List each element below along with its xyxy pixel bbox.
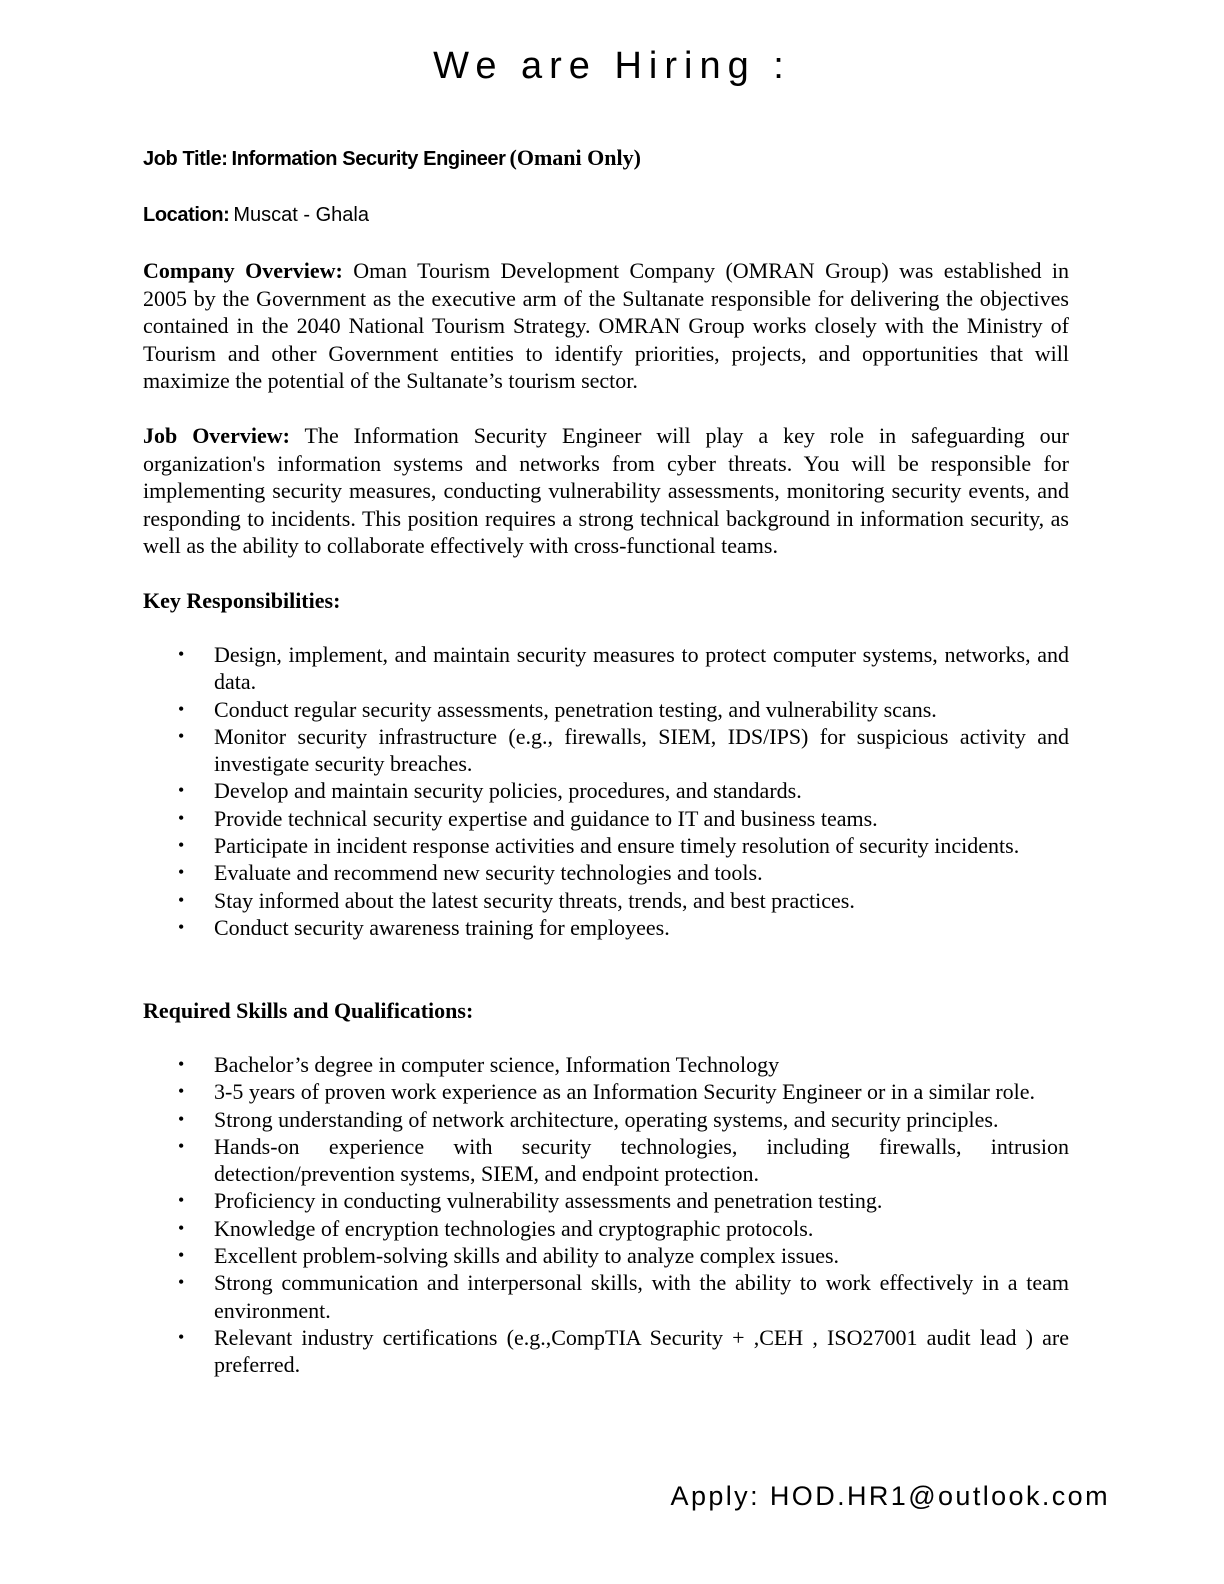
list-item [143,1078,1069,1105]
list-item-text: Hands-on experience with security technologies, including firewalls, intrusion detection/prevention systems, SIEM, and endpoint protection. [214,1133,1069,1187]
list-item-text: Strong communication and interpersonal skills, with the ability to work effectively in a team environment. [214,1270,1069,1323]
job-title-value: Information Security Engineer [231,148,506,170]
bullet-icon: • [178,1272,185,1293]
list-item-text: Participate in incident response activities and ensure timely resolution of security incidents. [214,833,1020,859]
job-overview-text: The Information Security Engineer will play a key role in safeguarding our organization's information systems and networks from cyber threats. You will be responsible for implementing security measures, conducting vulnerability assessments, monitoring security events, and responding to incidents. This position requires a strong technical background in information security, as well as the ability to collaborate effectively with cross-functional teams. [143,423,1070,558]
bullet-icon: • [178,698,185,719]
bullet-icon: • [178,862,185,883]
job-overview-label: Job Overview: [143,423,290,448]
list-item [143,1324,1069,1379]
list-item [143,859,1069,886]
bullet-icon: • [178,807,185,828]
page-title: We are Hiring : [433,45,791,87]
job-title-line [143,144,641,175]
list-item [143,832,1069,859]
bullet-icon: • [178,1217,185,1238]
list-item [143,805,1069,832]
list-item [143,887,1069,914]
list-item-text: Knowledge of encryption technologies and cryptographic protocols. [214,1215,814,1241]
list-item [143,1051,1069,1078]
bullet-icon: • [178,725,185,746]
list-item [143,641,1069,696]
list-item [143,1242,1069,1269]
list-item-text: Proficiency in conducting vulnerability assessments and penetration testing. [214,1188,883,1214]
bullet-icon: • [178,1245,185,1266]
list-item [143,1187,1069,1214]
list-item-text: Monitor security infrastructure (e.g., firewalls, SIEM, IDS/IPS) for suspicious activity and investigate security breaches. [214,723,1069,777]
list-item-text: Stay informed about the latest security threats, trends, and best practices. [214,887,855,913]
bullet-icon: • [178,889,185,910]
job-title-suffix: (Omani Only) [509,145,641,170]
list-item [143,1269,1069,1324]
list-item-text: Relevant industry certifications (e.g.,CompTIA Security + ,CEH , ISO27001 audit lead ) are preferred. [214,1324,1069,1378]
job-title-label: Job Title: [143,148,228,170]
list-item [143,914,1069,941]
bullet-icon: • [178,1326,185,1347]
list-item-text: Strong understanding of network architecture, operating systems, and security principles. [214,1106,999,1132]
bullet-icon: • [178,1190,185,1211]
responsibilities-heading: Key Responsibilities: [143,588,341,613]
responsibilities-list [143,641,1069,941]
company-overview-section [143,257,1069,395]
company-overview-text: Oman Tourism Development Company (OMRAN Group) was established in 2005 by the Government as the executive arm of the Sultanate responsible for delivering the objectives contained in the 2040 National Tourism Strategy. OMRAN Group works closely with the Ministry of Tourism and other Government entities to identify priorities, projects, and opportunities that will maximize the potential of the Sultanate’s tourism sector. [143,258,1070,393]
location-line [143,201,369,231]
list-item [143,1133,1069,1188]
job-overview-section [143,422,1069,560]
apply-email-link[interactable]: HOD.HR1@outlook.com [769,1481,1110,1511]
list-item [143,1215,1069,1242]
bullet-icon: • [178,1054,185,1074]
list-item [143,1106,1069,1133]
bullet-icon: • [178,1135,185,1156]
location-value: Muscat - Ghala [233,204,369,226]
list-item [143,723,1069,778]
bullet-icon: • [178,835,185,856]
list-item-text: Design, implement, and maintain security measures to protect computer systems, networks, and data. [214,642,1069,695]
apply-line [671,1478,1110,1514]
bullet-icon: • [178,1081,185,1102]
location-label: Location: [143,204,230,226]
qualifications-list [143,1051,1069,1379]
list-item-text: Develop and maintain security policies, procedures, and standards. [214,778,802,804]
qualifications-heading: Required Skills and Qualifications: [143,998,474,1023]
bullet-icon: • [178,780,185,801]
bullet-icon: • [178,1108,185,1129]
list-item-text: 3-5 years of proven work experience as an Information Security Engineer or in a similar role. [214,1079,1036,1105]
company-overview-label: Company Overview: [143,258,343,283]
list-item-text: Conduct regular security assessments, penetration testing, and vulnerability scans. [214,696,937,722]
list-item-text: Excellent problem-solving skills and ability to analyze complex issues. [214,1243,840,1269]
job-overview-paragraph [143,422,1069,560]
list-item [143,696,1069,723]
apply-label: Apply: [670,1481,760,1511]
list-item-text: Evaluate and recommend new security technologies and tools. [214,860,763,886]
bullet-icon: • [178,644,185,664]
bullet-icon: • [178,916,185,937]
company-overview-paragraph [143,257,1069,395]
list-item-text: Conduct security awareness training for employees. [214,914,670,940]
list-item-text: Bachelor’s degree in computer science, Information Technology [214,1052,780,1077]
list-item-text: Provide technical security expertise and guidance to IT and business teams. [214,805,878,831]
list-item [143,777,1069,804]
